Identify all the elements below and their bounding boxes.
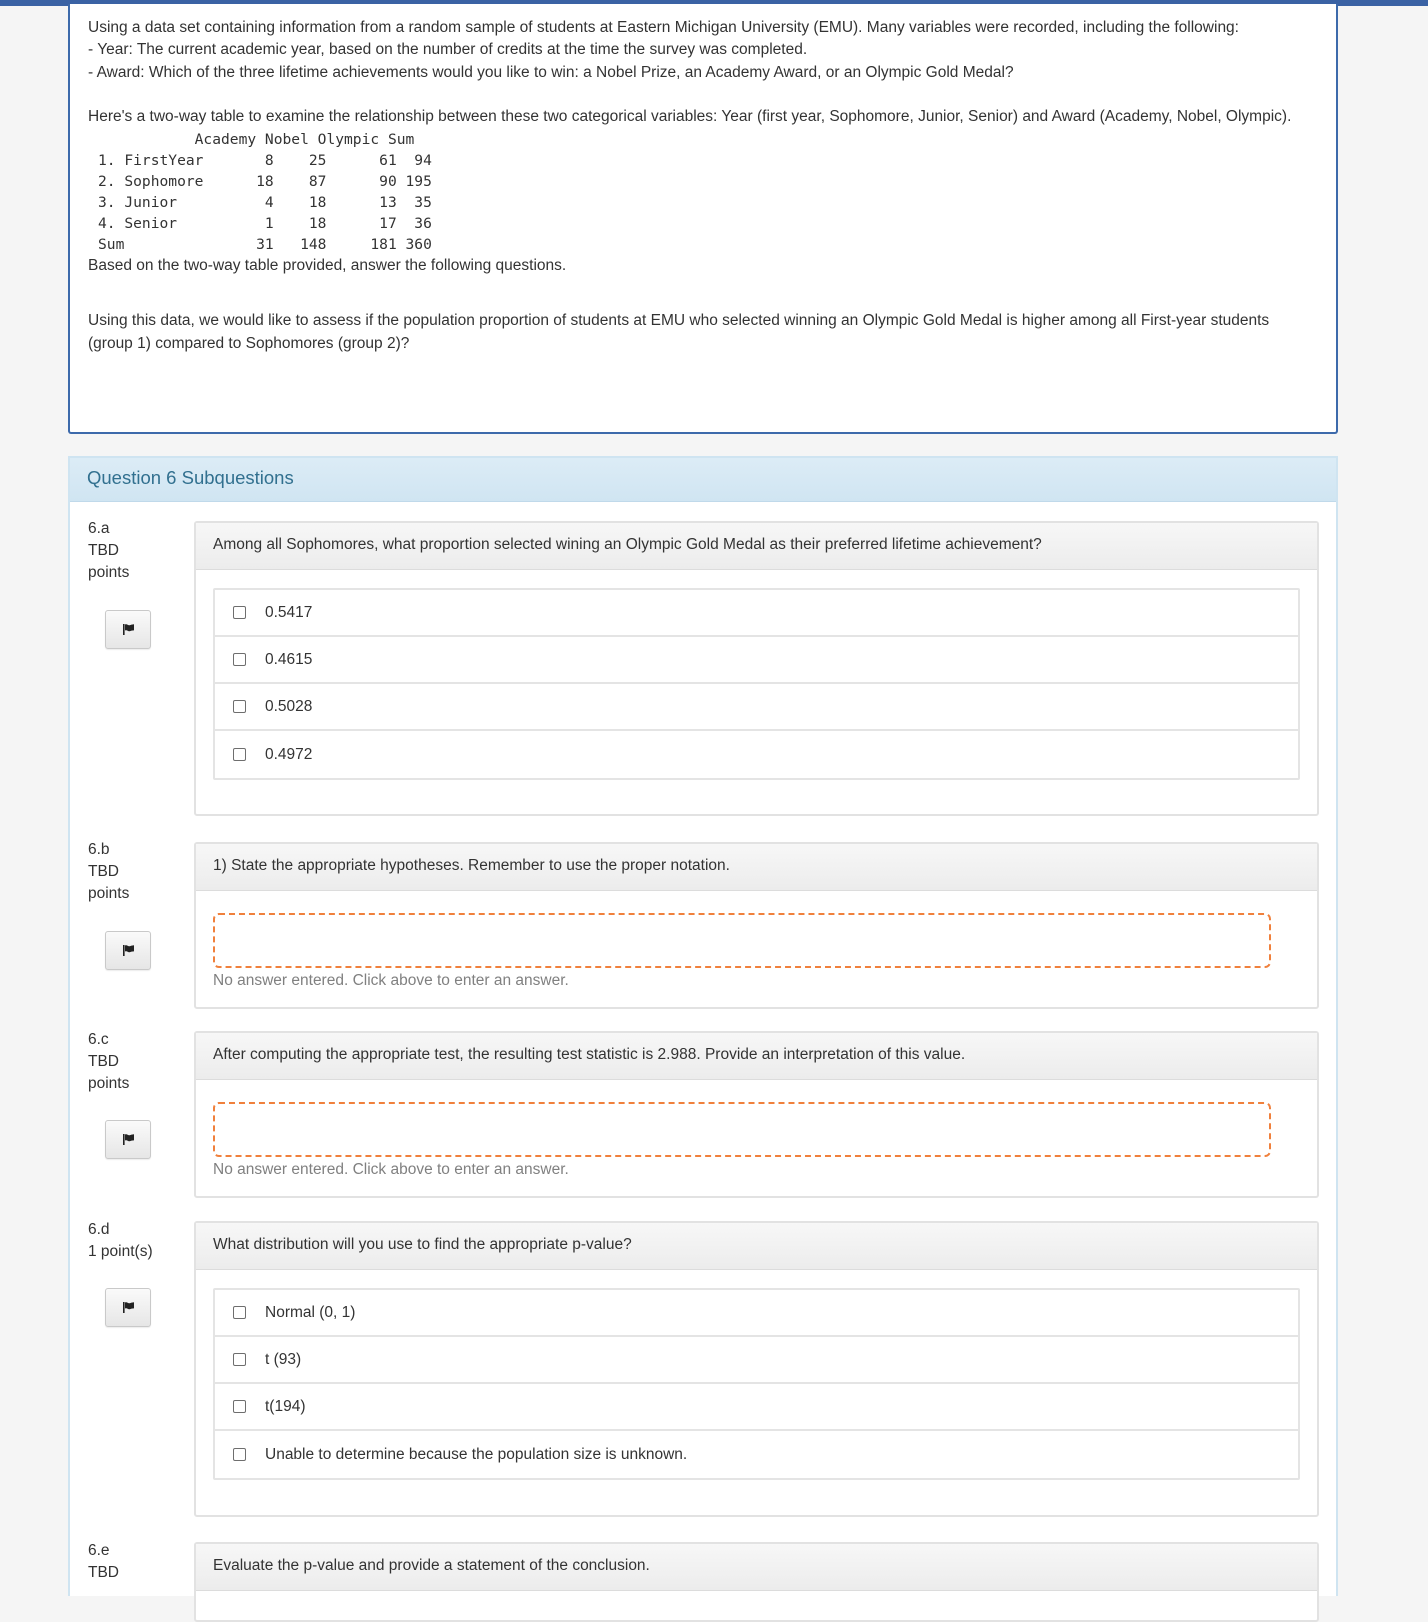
q6a-points-value: TBD xyxy=(88,542,119,559)
q6e-id: 6.e xyxy=(88,1542,110,1559)
q6d-option-4[interactable] xyxy=(215,1431,1298,1478)
flag-icon xyxy=(122,623,135,636)
q6b-card xyxy=(194,842,1319,1009)
q6b-empty-note: No answer entered. Click above to enter an answer. xyxy=(213,972,569,989)
stem-table-intro: Here's a two-way table to examine the relationship between these two categorical variables: Year (first year, Sophomore, Junior, Senior) and Award (Academy, Nobel, Olympic). xyxy=(88,107,1292,125)
q6c-points-label: points xyxy=(88,1075,130,1092)
stem-table-outro: Based on the two-way table provided, answer the following questions. xyxy=(88,257,567,275)
stem-intro: Using a data set containing information from a random sample of students at Eastern Michigan University (EMU). Many variables were recorded, including the following: xyxy=(88,19,1239,36)
q6c-card xyxy=(194,1031,1319,1198)
q6d-option-2[interactable] xyxy=(215,1337,1298,1384)
flag-icon xyxy=(122,1133,135,1146)
subquestions-panel xyxy=(68,456,1338,1596)
q6c-points-value: TBD xyxy=(88,1053,119,1070)
checkbox[interactable] xyxy=(233,748,246,761)
flag-icon xyxy=(122,944,135,957)
stem-variable-year: - Year: The current academic year, based on the number of credits at the time the survey was completed. xyxy=(88,41,808,59)
checkbox[interactable] xyxy=(233,606,246,619)
q6e-points-value: TBD xyxy=(88,1564,119,1581)
q6d-meta xyxy=(88,1219,178,1263)
q6c-prompt: After computing the appropriate test, the resulting test statistic is 2.988. Provide an interpretation of this value. xyxy=(196,1033,1317,1080)
checkbox[interactable] xyxy=(233,1306,246,1319)
q6a-flag-button[interactable] xyxy=(105,610,151,649)
q6d-option-3[interactable] xyxy=(215,1384,1298,1431)
checkbox[interactable] xyxy=(233,1400,246,1413)
q6b-id: 6.b xyxy=(88,841,110,858)
two-way-table: Academy Nobel Olympic Sum 1. FirstYear 8 25 61 94 2. Sophomore 18 87 90 195 3. Junior 4 18 13 35 4. Senior 1 18 17 36 Sum 31 148 181 360 xyxy=(98,131,432,254)
q6e-prompt: Evaluate the p-value and provide a statement of the conclusion. xyxy=(196,1544,1317,1591)
option-label: 0.4972 xyxy=(265,745,313,763)
option-label: Unable to determine because the population size is unknown. xyxy=(265,1445,688,1463)
option-label: 0.5028 xyxy=(265,697,313,715)
q6b-meta xyxy=(88,839,178,905)
q6a-card xyxy=(194,521,1319,816)
q6b-prompt: 1) State the appropriate hypotheses. Remember to use the proper notation. xyxy=(196,844,1317,891)
option-label: t (93) xyxy=(265,1350,302,1368)
q6a-option-3[interactable] xyxy=(215,684,1298,731)
q6c-empty-note: No answer entered. Click above to enter an answer. xyxy=(213,1161,569,1178)
q6d-option-1[interactable] xyxy=(215,1290,1298,1337)
q6c-answer-input[interactable] xyxy=(213,1102,1271,1157)
q6b-points-label: points xyxy=(88,885,130,902)
q6a-option-1[interactable] xyxy=(215,590,1298,637)
checkbox[interactable] xyxy=(233,700,246,713)
q6c-id: 6.c xyxy=(88,1031,109,1048)
checkbox[interactable] xyxy=(233,653,246,666)
stem-question: Using this data, we would like to assess if the population proportion of students at EMU who selected winning an Olympic Gold Medal is higher among all First-year students (group 1) compared to Sophomores (group 2)? xyxy=(88,312,1270,352)
checkbox[interactable] xyxy=(233,1353,246,1366)
q6d-options xyxy=(213,1288,1300,1480)
q6c-flag-button[interactable] xyxy=(105,1120,151,1159)
option-label: t(194) xyxy=(265,1397,306,1415)
q6e-meta xyxy=(88,1540,178,1584)
q6d-id: 6.d xyxy=(88,1221,110,1238)
q6d-prompt: What distribution will you use to find the appropriate p-value? xyxy=(196,1223,1317,1270)
q6d-flag-button[interactable] xyxy=(105,1288,151,1327)
q6a-points-label: points xyxy=(88,564,130,581)
q6a-option-2[interactable] xyxy=(215,637,1298,684)
q6d-points-value: 1 point(s) xyxy=(88,1243,153,1260)
q6d-card xyxy=(194,1221,1319,1517)
q6a-prompt: Among all Sophomores, what proportion selected wining an Olympic Gold Medal as their preferred lifetime achievement? xyxy=(196,523,1317,570)
subquestions-heading: Question 6 Subquestions xyxy=(70,458,1336,502)
q6b-points-value: TBD xyxy=(88,863,119,880)
option-label: 0.4615 xyxy=(265,650,313,668)
option-label: Normal (0, 1) xyxy=(265,1303,356,1321)
q6a-meta xyxy=(88,518,178,584)
option-label: 0.5417 xyxy=(265,603,313,621)
q6b-answer-input[interactable] xyxy=(213,913,1271,968)
q6a-option-4[interactable] xyxy=(215,731,1298,778)
q6e-card xyxy=(194,1542,1319,1622)
q6a-options xyxy=(213,588,1300,780)
question-stem-panel xyxy=(68,4,1338,434)
checkbox[interactable] xyxy=(233,1448,246,1461)
q6b-flag-button[interactable] xyxy=(105,931,151,970)
flag-icon xyxy=(122,1301,135,1314)
stem-variable-award: - Award: Which of the three lifetime achievements would you like to win: a Nobel Prize, an Academy Award, or an Olympic Gold Medal? xyxy=(88,63,1014,81)
q6c-meta xyxy=(88,1029,178,1095)
q6a-id: 6.a xyxy=(88,520,110,537)
